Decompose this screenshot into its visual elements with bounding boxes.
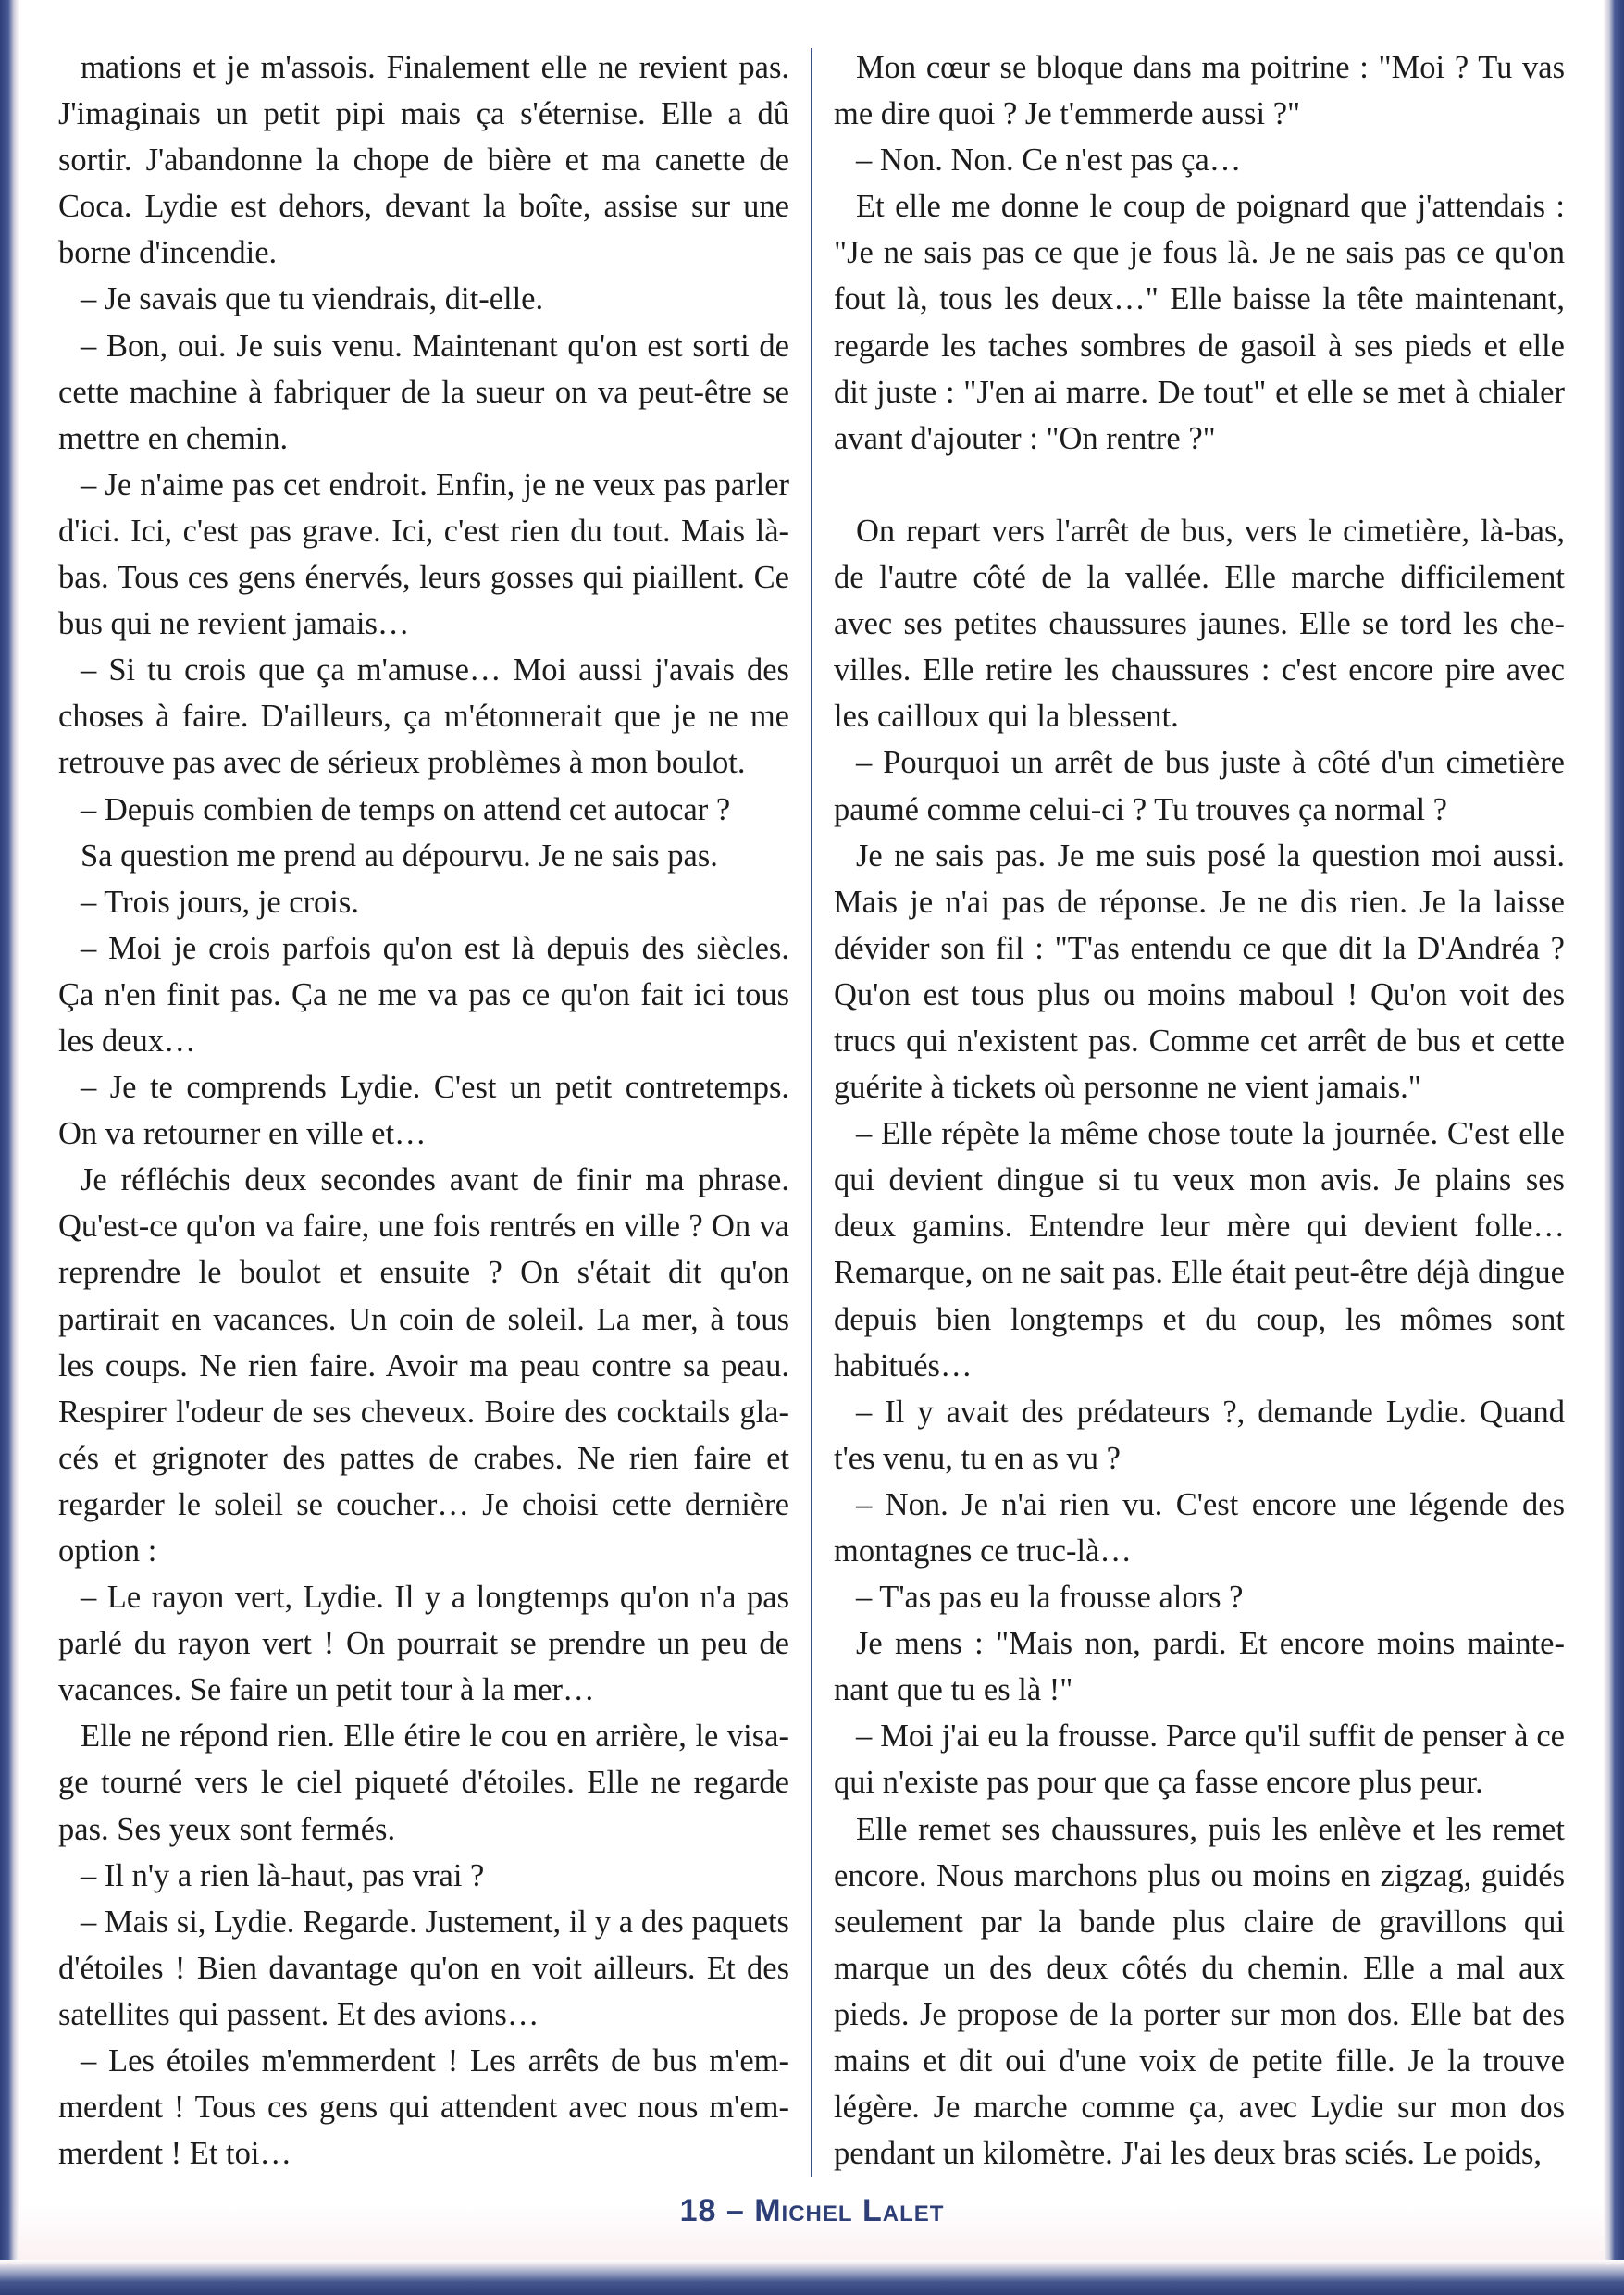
paragraph: – Je savais que tu viendrais, dit-elle. <box>81 281 544 317</box>
paragraph: – Moi je crois parfois qu'on est là depuis des siècles. Ça n'en finit pas. Ça ne me va pas ce qu'on fait ici tous les deux… <box>58 930 789 1059</box>
paragraph-spacer <box>834 462 1565 508</box>
paragraph: – Il y avait des prédateurs ?, demande Lydie. Quand t'es venu, tu en as vu ? <box>834 1394 1565 1476</box>
page-frame-left <box>0 0 19 2295</box>
paragraph: – Bon, oui. Je suis venu. Maintenant qu'on est sorti de cette machine à fabriquer de la sueur on va peut-être se mettre en chemin. <box>58 328 789 456</box>
paragraph: – Elle répète la même chose toute la journée. C'est elle qui devient dingue si tu veux mon avis. Je plains ses deux gamins. Entendre leur mère qui devient folle… Remarque, on ne sait pas. Elle était peut-être déjà dingue depuis bien longtemps et du coup, les mômes sont habitués… <box>834 1116 1565 1383</box>
paragraph: Je ne sais pas. Je me suis posé la question moi aussi. Mais je n'ai pas de réponse. Je ne dis rien. Je la laisse dévider son fil : "T'as entendu ce que dit la D'Andréa ? Qu'on est tous plus ou moins maboul ! Qu'on voit des trucs qui n'existent pas. Comme cet arrêt de bus et cette guérite à tickets où personne ne vient jamais." <box>834 837 1565 1106</box>
paragraph: On repart vers l'arrêt de bus, vers le cimetière, là-bas, de l'autre côté de la vallée. Elle marche difficilement avec ses petites chaussures jaunes. Elle se tord les chevilles. Elle retire les chaussures : c'est encore pire avec les cailloux qui la blessent. <box>834 513 1565 735</box>
paragraph: – Non. Je n'ai rien vu. C'est encore une légende des montagnes ce truc-là… <box>834 1486 1565 1569</box>
paragraph: – Non. Non. Ce n'est pas ça… <box>856 143 1242 179</box>
paragraph: – Le rayon vert, Lydie. Il y a longtemps qu'on n'a pas parlé du rayon vert ! On pourrait se prendre un peu de vacances. Se faire un petit tour à la mer… <box>58 1580 789 1708</box>
paragraph: – Je te comprends Lydie. C'est un petit contretemps. On va retourner en ville et… <box>58 1070 789 1152</box>
paragraph: Elle remet ses chaussures, puis les enlève et les remet encore. Nous marchons plus ou moins en zigzag, guidés seulement par la bande plus claire de gravillons qui marque un des deux côtés du chemin. Elle a mal aux pieds. Je propose de la porter sur mon dos. Elle bat des mains et dit oui d'une voix de petite fille. Je la trouve légère. Je marche comme ça, avec Lydie sur mon dos pendant un kilomètre. J'ai les deux bras sciés. Le poids, <box>834 1811 1565 2172</box>
paragraph: Je mens : "Mais non, pardi. Et encore moins maintenant que tu es là !" <box>834 1626 1565 1708</box>
paragraph: – Je n'aime pas cet endroit. Enfin, je ne veux pas parler d'ici. Ici, c'est pas grave. Ici, c'est rien du tout. Mais là-bas. Tous ces gens énervés, leurs gosses qui piaillent. Ce bus qui ne revient jamais… <box>58 466 789 642</box>
paragraph: – T'as pas eu la frousse alors ? <box>856 1580 1244 1616</box>
paragraph: Et elle me donne le coup de poignard que j'attendais : "Je ne sais pas ce que je fous là. Je ne sais pas ce qu'on fout là, tous les deux…" Elle baisse la tête maintenant, regarde les taches sombres de gasoil à ses pieds et elle dit juste : "J'en ai marre. De tout" et elle se met à chialer avant d'ajouter : "On rentre ?" <box>834 189 1565 456</box>
page-footer: 18 – Michel Lalet <box>679 2193 945 2228</box>
paragraph: – Les étoiles m'emmerdent ! Les arrêts de bus m'emmerdent ! Tous ces gens qui attendent avec nous m'emmerdent ! Et toi… <box>58 2043 789 2172</box>
page-frame-right <box>1604 0 1624 2295</box>
paragraph: – Il n'y a rien là-haut, pas vrai ? <box>81 1857 485 1893</box>
left-text-column <box>58 44 789 2177</box>
paragraph: – Trois jours, je crois. <box>81 884 359 920</box>
paragraph: Sa question me prend au dépourvu. Je ne sais pas. <box>81 837 718 874</box>
paragraph: – Si tu crois que ça m'amuse… Moi aussi j'avais des choses à faire. D'ailleurs, ça m'étonnerait que je ne me retrouve pas avec de sérieux problèmes à mon boulot. <box>58 652 789 781</box>
paragraph: mations et je m'assois. Finalement elle ne revient pas. J'imaginais un petit pipi mais ça s'éternise. Elle a dû sortir. J'abandonne la chope de bière et ma canette de Coca. Lydie est dehors, devant la boîte, assise sur une borne d'incendie. <box>58 50 789 271</box>
paragraph: Je réfléchis deux secondes avant de finir ma phrase. Qu'est-ce qu'on va faire, une fois rentrés en ville ? On va reprendre le boulot et ensuite ? On s'était dit qu'on partirait en vacances. Un coin de soleil. La mer, à tous les coups. Ne rien faire. Avoir ma peau contre sa peau. Respirer l'odeur de ses cheveux. Boire des cocktails glacés et grignoter des pattes de crabes. Ne rien faire et regarder le soleil se coucher… Je choisi cette dernière option : <box>58 1162 789 1569</box>
paragraph: – Mais si, Lydie. Regarde. Justement, il y a des paquets d'étoiles ! Bien davantage qu'on en voit ailleurs. Et des satellites qui passent. Et des avions… <box>58 1904 789 2032</box>
paragraph: – Moi j'ai eu la frousse. Parce qu'il suffit de penser à ce qui n'existe pas pour que ça fasse encore plus peur. <box>834 1718 1565 1801</box>
paragraph: – Pourquoi un arrêt de bus juste à côté d'un cimetière paumé comme celui-ci ? Tu trouves ça normal ? <box>834 745 1565 827</box>
page-frame-bottom <box>0 2260 1624 2295</box>
paragraph: Mon cœur se bloque dans ma poitrine : "Moi ? Tu vas me dire quoi ? Je t'emmerde aussi ?" <box>834 50 1565 132</box>
paragraph: – Depuis combien de temps on attend cet autocar ? <box>81 791 731 827</box>
right-text-column <box>834 44 1565 2177</box>
column-divider <box>811 48 812 2177</box>
paragraph: Elle ne répond rien. Elle étire le cou en arrière, le visage tourné vers le ciel piqueté d'étoiles. Elle ne regarde pas. Ses yeux sont fermés. <box>58 1718 789 1847</box>
